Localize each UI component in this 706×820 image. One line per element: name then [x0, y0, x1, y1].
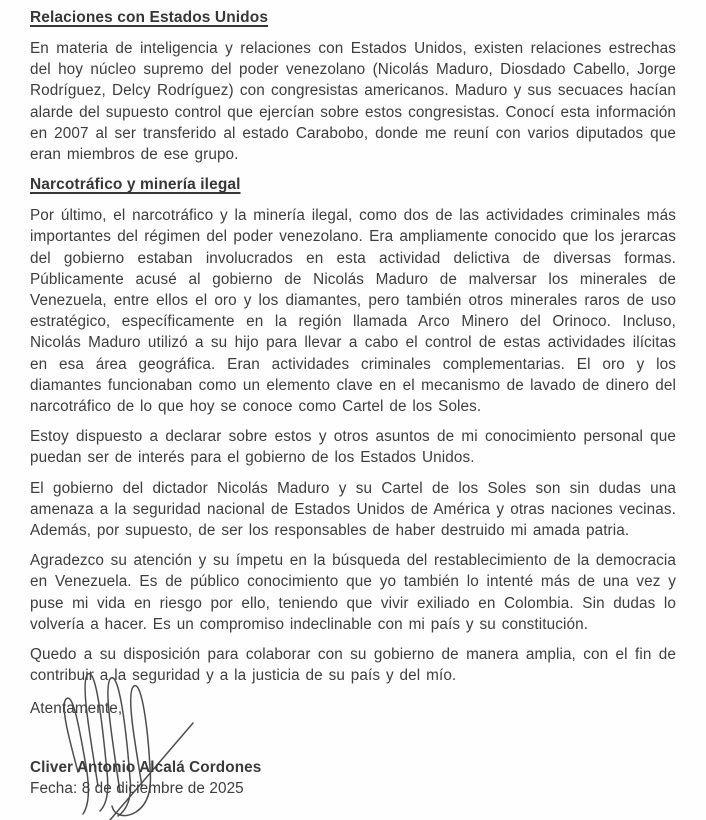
section-heading-narcotrafico-y-mineria-ilegal: Narcotráfico y minería ilegal: [30, 176, 241, 194]
signer-name: Cliver Antonio Alcalá Cordones: [30, 759, 262, 776]
paragraph-narcotrafico-body: Por último, el narcotráfico y la minería ilegal, como dos de las actividades criminales más importantes del régimen del poder venezolano. Era ampliamente conocido que los jerarcas del gobierno estaban involucrados en esta actividad delictiva de diversas formas. Públicamente acusé al gobierno de Nicolás Maduro de malversar los minerales de Venezuela, entre ellos el oro y los diamantes, pero también otros minerales raros de uso estratégico, específicamente en la región llamada Arco Minero del Orinoco. Incluso, Nicolás Maduro utilizó a su hijo para llevar a cabo el control de estas actividades ilícitas en esa área geográfica. Eran actividades criminales complementarias. El oro y los diamantes funcionaban como un elemento clave en el mecanismo de lavado de dinero del narcotráfico de lo que hoy se conoce como Cartel de los Soles.: [30, 207, 676, 416]
closing-salutation: Atentamente,: [30, 700, 123, 718]
paragraph-agradecimiento: Agradezco su atención y su ímpetu en la búsqueda del restablecimiento de la democracia en Venezuela. Es de público conocimiento que yo también lo intenté más de una vez y puse mi vida en riesgo por ello, teniendo que vivir exiliado en Colombia. Sin dudas lo volvería a hacer. Es un compromiso indeclinable con mi país y su constitución.: [30, 552, 676, 633]
paragraph-disposicion: Quedo a su disposición para colaborar con su gobierno de manera amplia, con el fin de contribuir a la seguridad y a la justicia de su país y del mío.: [30, 646, 676, 685]
paragraph-amenaza: El gobierno del dictador Nicolás Maduro y su Cartel de los Soles son sin dudas una amenaza a la seguridad nacional de Estados Unidos de América y otras naciones vecinas. Además, por supuesto, de ser los responsables de haber destruido mi amada patria.: [30, 479, 676, 540]
signoff-block: [30, 758, 261, 800]
paragraph-declarar: Estoy dispuesto a declarar sobre estos y otros asuntos de mi conocimiento personal que puedan ser de interés para el gobierno de los Estados Unidos.: [30, 428, 676, 467]
section-heading-relaciones-con-estados-unidos: Relaciones con Estados Unidos: [30, 9, 269, 26]
date-line: Fecha: 8 de diciembre de 2025: [30, 780, 244, 797]
paragraph-relaciones-body: En materia de inteligencia y relaciones con Estados Unidos, existen relaciones estrechas del hoy núcleo supremo del poder venezolano (Nicolás Maduro, Diosdado Cabello, Jorge Rodríguez, Delcy Rodríguez) con congresistas americanos. Maduro y sus secuaces hacían alarde del supuesto control que ejercían sobre estos congresistas. Conocí esta información en 2007 al ser transferido al estado Carabobo, donde me reuní con varios diputados que eran miembros de ese grupo.: [30, 40, 676, 164]
